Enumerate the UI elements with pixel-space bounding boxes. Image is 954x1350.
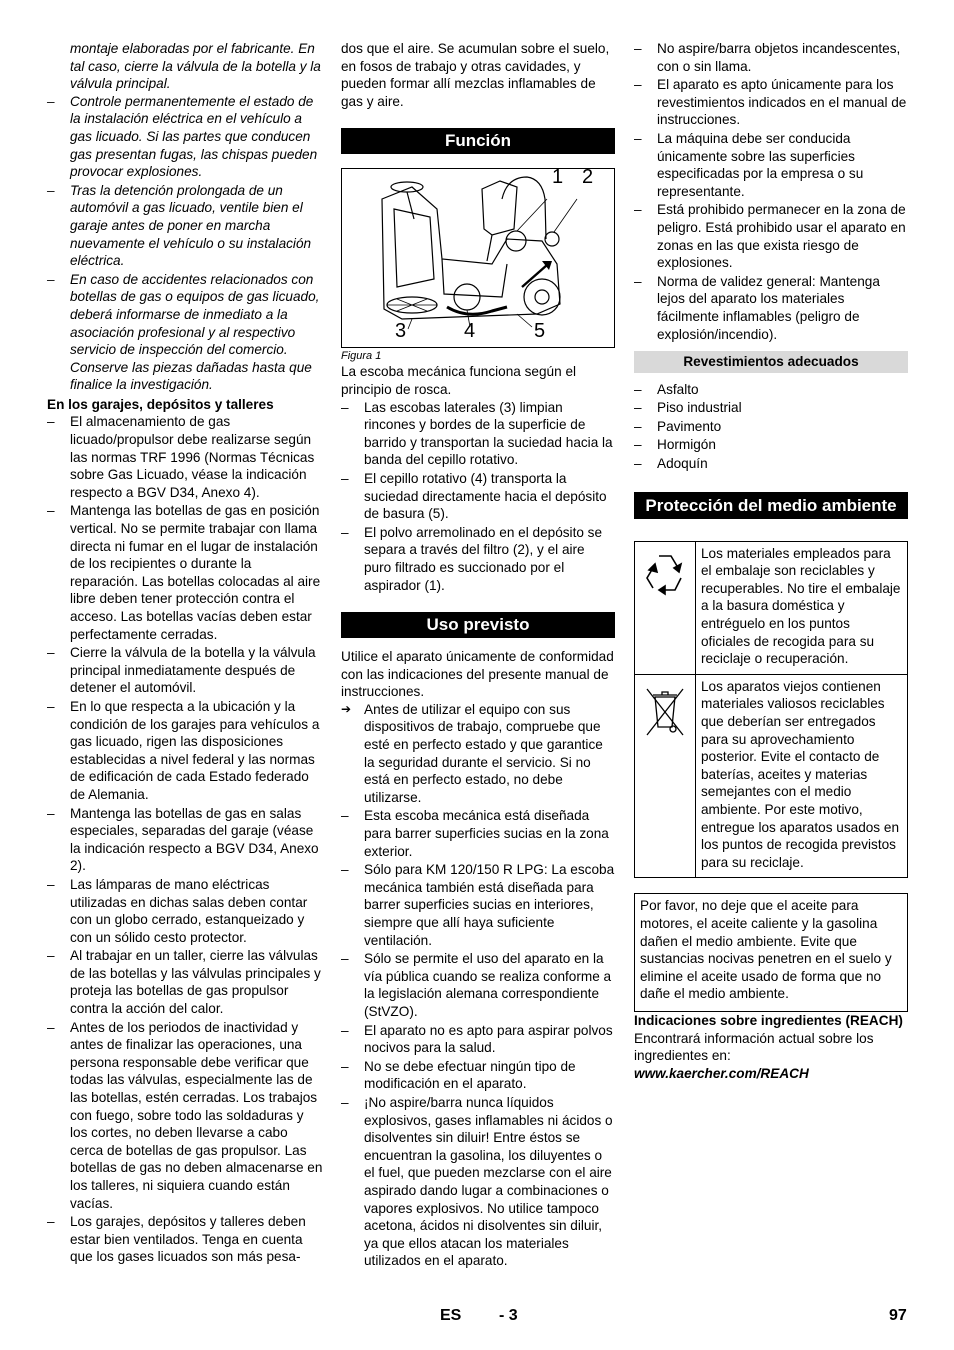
uso-list <box>341 807 615 1269</box>
list-item: ➔ Antes de utilizar el equipo con sus dispositivos de trabajo, compruebe que esté en perfecto estado y que garantice la seguridad durante el servicio. Si no está en perfecto estado, no debe utilizarse. <box>341 701 615 807</box>
list-item: – Mantenga las botellas de gas en salas especiales, separadas del garaje (véase la indicación respecto a BGV D34, Anexo 2). <box>47 805 323 875</box>
recycle-icon <box>641 550 689 600</box>
oil-note-box: Por favor, no deje que el aceite para motores, el aceite caliente y la gasolina dañen el medio ambiente. Evite que sustancias nocivas penetren en el suelo y elimine el aceite usado de forma que no dañe el medio ambiente. <box>634 893 908 1012</box>
reach-link[interactable]: www.kaercher.com/REACH <box>634 1065 809 1081</box>
list-item: – ¡No aspire/barra nunca líquidos explosivos, gases inflamables ni ácidos o disolventes sin diluir! Entre éstos se encuentran la gasolina, los diluyentes o el fuel, que pueden mezclarse con el aire aspirado dando lugar a combinaciones o vapores explosivos. No utilice tampoco acetona, ácidos ni disolventes sin diluir, ya que ellos atacan los materiales utilizados en el aparato. <box>341 1094 615 1270</box>
list-item: – Hormigón <box>634 436 908 454</box>
list-item: – Tras la detención prolongada de un automóvil a gas licuado, ventile bien el garaje antes de poner en marcha nuevamente el vehículo o su instalación eléctrica. <box>47 182 323 270</box>
section-title-funcion: Función <box>341 128 615 154</box>
reach-text: Encontrará información actual sobre los ingredientes en: <box>634 1030 874 1064</box>
recycle-icon-cell <box>635 541 696 674</box>
list-item: – Antes de los periodos de inactividad y antes de finalizar las operaciones, una persona responsable debe verificar que todas las válvulas, especialmente las de las botellas, estén cerradas. Los trabajos con fuego, sobre todo las soldaduras y los cortes, no deben llevarse a cabo cerca de botellas de gas propulsor. Las botellas de gas no deben almacenarse en los talleres, ni siquiera cuando están vacías. <box>47 1019 323 1213</box>
intro-italic: montaje elaboradas por el fabricante. En tal caso, cierre la válvula de la botella y la válvula principal. <box>70 41 321 92</box>
list-item: – El almacenamiento de gas licuado/propulsor debe realizarse según las normas TRF 1996 (Normas Técnicas sobre Gas Licuado, véase la indicación respecto a BGV D34, Anexo 4). <box>47 413 323 501</box>
list-item: – Pavimento <box>634 418 908 436</box>
uso-list-continued <box>634 40 908 343</box>
italic-list <box>47 93 323 394</box>
table-row <box>635 541 908 674</box>
weee-text: Los aparatos viejos contienen materiales valiosos reciclables que deberían ser entregados para su aprovechamiento posterior. Evite el contacto de baterías, aceites y materias semejantes con el medio ambiente. Por este motivo, entregue los aparatos usados en los puntos de recogida previstos para su reciclaje. <box>696 674 908 878</box>
garages-list <box>47 413 323 1266</box>
environment-table <box>634 541 908 879</box>
list-item: – Sólo para KM 120/150 R LPG: La escoba mecánica también está diseñada para barrer superficies sucias en interiores, siempre que allí haya suficiente ventilación. <box>341 861 615 949</box>
list-item: – Los garajes, depósitos y talleres deben estar bien ventilados. Tenga en cuenta que los gases licuados son más pesa- <box>47 1213 323 1266</box>
list-item: – Las escobas laterales (3) limpian rincones y bordes de la superficie de barrido y transportan la suciedad hacia la banda del cepillo rotativo. <box>341 399 615 469</box>
sweeper-illustration <box>342 166 614 347</box>
list-item: – Cierre la válvula de la botella y la válvula principal inmediatamente después de detener el automóvil. <box>47 644 323 697</box>
column-3 <box>634 40 908 1082</box>
figure-label-5: 5 <box>534 320 546 343</box>
list-item: – El aparato es apto únicamente para los revestimientos indicados en el manual de instrucciones. <box>634 76 908 129</box>
figure-1 <box>341 168 615 348</box>
figure-label-1: 1 <box>552 166 564 189</box>
list-item: – Está prohibido permanecer en la zona de peligro. Está prohibido usar el aparato en zonas en las que exista riesgo de explosiones. <box>634 201 908 271</box>
column-1 <box>47 40 323 1267</box>
list-item: – Las lámparas de mano eléctricas utilizadas en dichas salas deben contar con un globo cerrado, estanqueizado y con un sólido cesto protector. <box>47 876 323 946</box>
list-item: – El polvo arremolinado en el depósito se separa a través del filtro (2), y el aire puro filtrado es succionado por el aspirador (1). <box>341 524 615 594</box>
revestimientos-list <box>634 381 908 473</box>
figure-label-3: 3 <box>395 320 407 343</box>
list-item: – El cepillo rotativo (4) transporta la suciedad directamente hacia el depósito de basura (5). <box>341 470 615 523</box>
garages-heading: En los garajes, depósitos y talleres <box>47 396 274 412</box>
section-title-uso: Uso previsto <box>341 612 615 638</box>
list-item: – Piso industrial <box>634 399 908 417</box>
uso-arrow-list <box>341 701 615 807</box>
funcion-list <box>341 399 615 595</box>
list-item: – Al trabajar en un taller, cierre las válvulas de las botellas y las válvulas principales y proteja las botellas de gas propulsor contra la acción del calor. <box>47 947 323 1017</box>
crossed-bin-icon <box>643 683 687 741</box>
figure-label-4: 4 <box>464 320 476 343</box>
list-item: – Controle permanentemente el estado de la instalación eléctrica en el vehículo a gas licuado. Si las partes que conducen gas presentan fugas, las chispas pueden provocar explosiones. <box>47 93 323 181</box>
list-item: – El aparato no es apto para aspirar polvos nocivos para la salud. <box>341 1022 615 1057</box>
list-item: – Esta escoba mecánica está diseñada para barrer superficies sucias en la zona exterior. <box>341 807 615 860</box>
section-title-proteccion: Protección del medio ambiente <box>634 492 908 519</box>
intro-text: dos que el aire. Se acumulan sobre el suelo, en fosos de trabajo y otras cavidades, y pueden formar allí mezclas inflamables de gas y aire. <box>341 41 610 109</box>
table-row <box>635 674 908 878</box>
section-title-revestimientos: Revestimientos adecuados <box>634 351 908 373</box>
list-item: – En lo que respecta a la ubicación y la condición de los garajes para vehículos a gas licuado, rigen las disposiciones establecidas a nivel federal y las normas de edificación de cada Estado federado de Alemania. <box>47 698 323 804</box>
footer-local-page: - 3 <box>499 1307 518 1324</box>
list-item: – En caso de accidentes relacionados con botellas de gas o equipos de gas licuado, deberá informarse de inmediato a la asociación profesional y al respectivo servicio de inspección del comercio. Conserve las piezas dañadas hasta que finalice la investigación. <box>47 271 323 394</box>
weee-icon-cell <box>635 674 696 878</box>
list-item: – Norma de validez general: Mantenga lejos del aparato los materiales fácilmente inflamables (peligro de explosión/incendio). <box>634 273 908 343</box>
list-item: – Asfalto <box>634 381 908 399</box>
reach-heading: Indicaciones sobre ingredientes (REACH) <box>634 1012 903 1028</box>
column-2 <box>341 40 615 1271</box>
figure-label-2: 2 <box>582 166 594 189</box>
list-item: – Mantenga las botellas de gas en posición vertical. No se permite trabajar con llama directa ni fumar en el lugar de instalación de los recipientes o durante la reparación. Las botellas colocadas al aire libre deben tener protección contra el acceso. Las botellas vacías deben estar perfectamente cerradas. <box>47 502 323 643</box>
uso-text: Utilice el aparato únicamente de conformidad con las indicaciones del presente manual de instrucciones. <box>341 649 614 700</box>
recycle-text: Los materiales empleados para el embalaje son reciclables y recuperables. No tire el embalaje a la basura doméstica y entréguelo en los puntos oficiales de recogida para su reciclaje o recuperación. <box>696 541 908 674</box>
list-item: – La máquina debe ser conducida únicamente sobre las superficies especificadas por la empresa o su representante. <box>634 130 908 200</box>
list-item: – Sólo se permite el uso del aparato en la vía pública cuando se realiza conforme a la legislación alemana correspondiente (StVZO). <box>341 950 615 1020</box>
list-item: – Adoquín <box>634 455 908 473</box>
list-item: – No se debe efectuar ningún tipo de modificación en el aparato. <box>341 1058 615 1093</box>
figure-caption: Figura 1 <box>341 350 382 363</box>
list-item: – No aspire/barra objetos incandescentes, con o sin llama. <box>634 40 908 75</box>
footer-page-number: 97 <box>889 1307 907 1324</box>
funcion-text: La escoba mecánica funciona según el principio de rosca. <box>341 364 577 397</box>
footer-language: ES <box>440 1307 462 1324</box>
